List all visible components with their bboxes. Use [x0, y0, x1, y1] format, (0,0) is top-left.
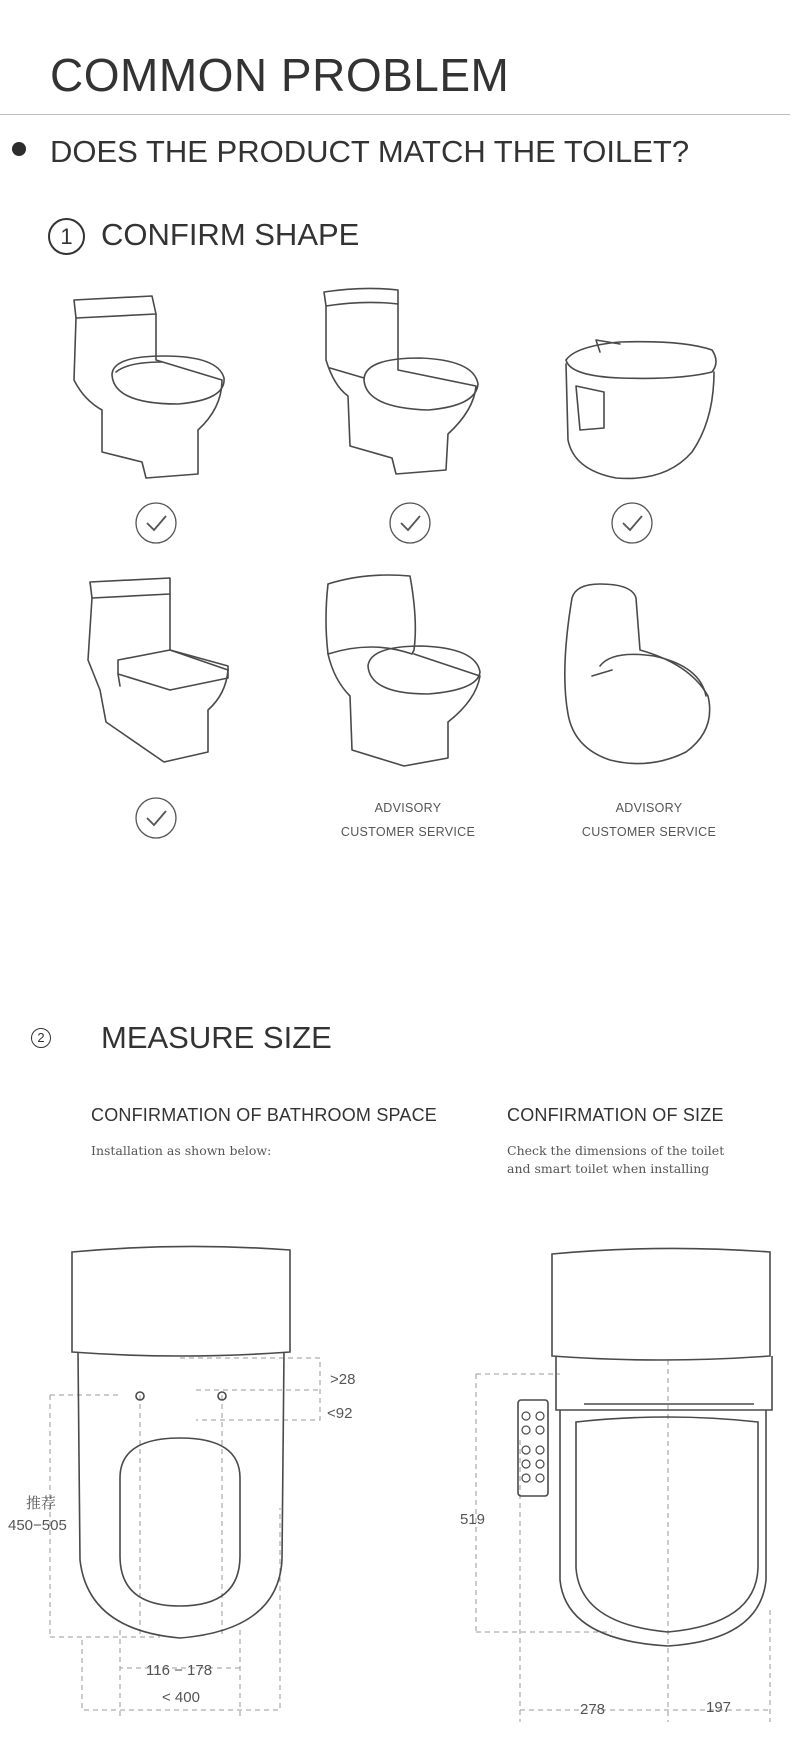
page-title: COMMON PROBLEM	[50, 49, 510, 101]
size-title: CONFIRMATION OF SIZE	[507, 1105, 724, 1125]
dim-recommend: 推荐	[26, 1495, 57, 1512]
measurement-diagrams	[0, 1200, 800, 1755]
section-question: DOES THE PRODUCT MATCH THE TOILET?	[50, 134, 690, 169]
dim-right-width: 197	[706, 1699, 732, 1716]
step-2-number: 2	[31, 1028, 51, 1048]
advisory-note	[561, 796, 737, 844]
toilet-square-icon	[88, 578, 228, 762]
size-note	[507, 1142, 724, 1178]
dim-height-range: 450−505	[8, 1517, 67, 1534]
toilet-modern-one-piece-icon	[324, 288, 478, 474]
dim-left-width: 278	[580, 1701, 606, 1718]
advisory-label: ADVISORY	[374, 801, 442, 815]
dim-gt28: >28	[330, 1371, 356, 1388]
toilet-egg-shaped-icon	[565, 584, 710, 764]
step-1-title: CONFIRM SHAPE	[101, 217, 360, 252]
dim-max-width: < 400	[162, 1689, 200, 1706]
bathroom-space-diagram	[8, 1246, 355, 1720]
size-note-line: and smart toilet when installing	[507, 1161, 710, 1176]
customer-service-label: CUSTOMER SERVICE	[581, 825, 717, 839]
dim-lt92: <92	[327, 1405, 353, 1422]
bathroom-space-title: CONFIRMATION OF BATHROOM SPACE	[91, 1105, 438, 1125]
toilet-one-piece-icon	[74, 296, 224, 478]
dim-length: 519	[460, 1511, 486, 1528]
step-1-number: 1	[48, 218, 85, 255]
size-note-line: Check the dimensions of the toilet	[507, 1143, 725, 1158]
check-circle-icon	[136, 798, 176, 838]
bathroom-space-note: Installation as shown below:	[91, 1143, 272, 1158]
check-circle-icon	[390, 503, 430, 543]
customer-service-label: CUSTOMER SERVICE	[340, 825, 476, 839]
advisory-note	[320, 796, 496, 844]
check-circle-icon	[136, 503, 176, 543]
smart-seat-size-diagram	[460, 1248, 772, 1722]
toilet-wall-hung-icon	[566, 340, 716, 478]
toilet-tall-one-piece-icon	[326, 575, 480, 766]
check-circle-icon	[612, 503, 652, 543]
step-2-title: MEASURE SIZE	[101, 1020, 332, 1055]
dim-width-range: 116 − 178	[146, 1662, 213, 1679]
advisory-label: ADVISORY	[615, 801, 683, 815]
